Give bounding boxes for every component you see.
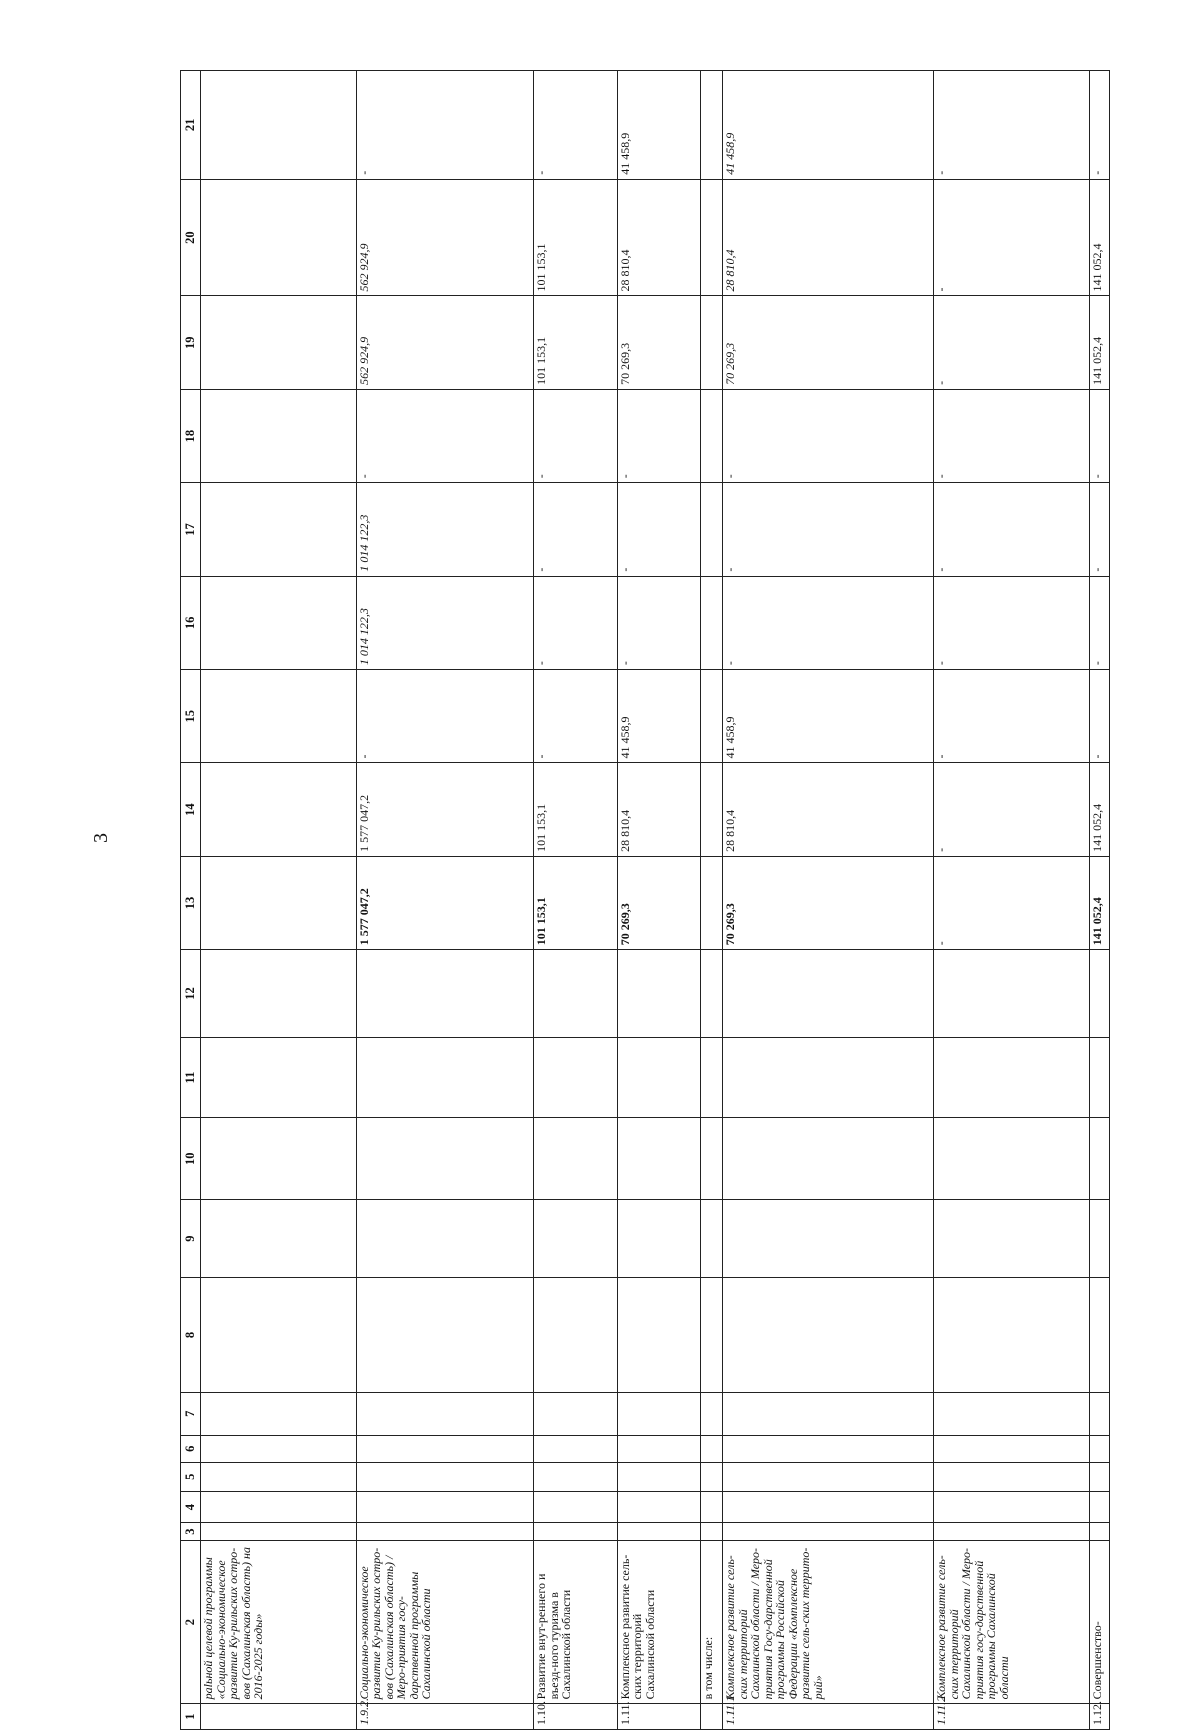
- value-cell-col-19: 70 269,3: [723, 296, 934, 389]
- value-cell-col-21: -: [1089, 71, 1109, 180]
- table-row: [534, 71, 617, 1730]
- column-number-cell: 4: [181, 1491, 201, 1523]
- column-number-cell: 5: [181, 1462, 201, 1491]
- table-row: [934, 71, 1090, 1730]
- value-cell-col-20: [201, 179, 357, 296]
- empty-cell: [201, 1118, 357, 1200]
- value-cell-col-18: [701, 389, 723, 482]
- empty-cell: [934, 1462, 1090, 1491]
- empty-cell: [617, 950, 700, 1038]
- empty-cell: [1089, 1278, 1109, 1392]
- empty-cell: [201, 1278, 357, 1392]
- value-cell-col-17: -: [617, 483, 700, 576]
- empty-cell: [201, 1392, 357, 1435]
- column-number-cell: 21: [181, 71, 201, 180]
- empty-cell: [934, 1523, 1090, 1541]
- empty-cell: [723, 1278, 934, 1392]
- column-number-cell: 3: [181, 1523, 201, 1541]
- value-cell-col-13: 141 052,4: [1089, 856, 1109, 949]
- empty-cell: [701, 1037, 723, 1118]
- empty-cell: [934, 1118, 1090, 1200]
- empty-cell: [356, 1523, 534, 1541]
- empty-cell: [617, 1118, 700, 1200]
- empty-cell: [201, 1491, 357, 1523]
- value-cell-col-17: -: [723, 483, 934, 576]
- empty-cell: [934, 1200, 1090, 1278]
- value-cell-col-15: -: [534, 670, 617, 763]
- empty-cell: [1089, 1392, 1109, 1435]
- column-number-cell: 11: [181, 1037, 201, 1118]
- empty-cell: [201, 1462, 357, 1491]
- column-number-cell: 10: [181, 1118, 201, 1200]
- empty-cell: [534, 1278, 617, 1392]
- value-cell-col-18: -: [1089, 389, 1109, 482]
- value-cell-col-19: [701, 296, 723, 389]
- empty-cell: [934, 1392, 1090, 1435]
- row-code-cell: 1.12.: [1089, 1704, 1109, 1730]
- empty-cell: [356, 1392, 534, 1435]
- table-row: [723, 71, 934, 1730]
- empty-cell: [723, 1435, 934, 1462]
- empty-cell: [356, 950, 534, 1038]
- column-number-cell: 17: [181, 483, 201, 576]
- column-number-cell: 9: [181, 1200, 201, 1278]
- row-code-cell: 1.11.1: [723, 1704, 934, 1730]
- empty-cell: [701, 1435, 723, 1462]
- empty-cell: [934, 950, 1090, 1038]
- empty-cell: [1089, 1118, 1109, 1200]
- value-cell-col-20: 562 924,9: [356, 179, 534, 296]
- table-row: [1089, 71, 1109, 1730]
- column-number-cell: 18: [181, 389, 201, 482]
- value-cell-col-18: -: [934, 389, 1090, 482]
- value-cell-col-21: 41 458,9: [617, 71, 700, 180]
- value-cell-col-15: 41 458,9: [723, 670, 934, 763]
- empty-cell: [934, 1037, 1090, 1118]
- empty-cell: [356, 1118, 534, 1200]
- empty-cell: [701, 1278, 723, 1392]
- empty-cell: [1089, 1200, 1109, 1278]
- empty-cell: [356, 1278, 534, 1392]
- empty-cell: [701, 1462, 723, 1491]
- empty-cell: [617, 1037, 700, 1118]
- row-code-cell: 1.11.2: [934, 1704, 1090, 1730]
- value-cell-col-19: -: [934, 296, 1090, 389]
- value-cell-col-16: [701, 576, 723, 669]
- empty-cell: [201, 950, 357, 1038]
- value-cell-col-17: [701, 483, 723, 576]
- row-name-cell: рalьной целевой программы «Социально-экономическое развитие Ку-рильских остро-вов (Сахалинская область) на 2016-2025 годы»: [201, 1540, 357, 1703]
- value-cell-col-16: -: [534, 576, 617, 669]
- value-cell-col-13: 1 577 047,2: [356, 856, 534, 949]
- empty-cell: [617, 1523, 700, 1541]
- row-name-cell: Комплексное развитие сель-ских территорий Сахалинской области / Меро-приятия Госу-дарственной программы Российской Федерации «Комплексное развитие сель-ских террито-рий»: [723, 1540, 934, 1703]
- value-cell-col-19: 141 052,4: [1089, 296, 1109, 389]
- column-number-cell: 6: [181, 1435, 201, 1462]
- value-cell-col-16: -: [617, 576, 700, 669]
- table-row: [356, 71, 534, 1730]
- value-cell-col-21: [201, 71, 357, 180]
- empty-cell: [1089, 1462, 1109, 1491]
- column-number-cell: 19: [181, 296, 201, 389]
- empty-cell: [723, 1037, 934, 1118]
- empty-cell: [201, 1037, 357, 1118]
- row-name-cell: Комплексное развитие сель-ских территорий Сахалинской области: [617, 1540, 700, 1703]
- empty-cell: [534, 1037, 617, 1118]
- column-number-cell: 13: [181, 856, 201, 949]
- empty-cell: [723, 1462, 934, 1491]
- empty-cell: [934, 1435, 1090, 1462]
- empty-cell: [356, 1462, 534, 1491]
- value-cell-col-18: -: [723, 389, 934, 482]
- empty-cell: [356, 1491, 534, 1523]
- value-cell-col-18: -: [617, 389, 700, 482]
- empty-cell: [723, 950, 934, 1038]
- empty-cell: [534, 1435, 617, 1462]
- value-cell-col-14: 101 153,1: [534, 763, 617, 856]
- row-name-cell: Совершенство-: [1089, 1540, 1109, 1703]
- value-cell-col-19: 70 269,3: [617, 296, 700, 389]
- empty-cell: [617, 1200, 700, 1278]
- value-cell-col-20: 28 810,4: [723, 179, 934, 296]
- value-cell-col-19: [201, 296, 357, 389]
- value-cell-col-15: -: [1089, 670, 1109, 763]
- empty-cell: [617, 1491, 700, 1523]
- row-code-cell: 1.11.: [617, 1704, 700, 1730]
- value-cell-col-16: 1 014 122,3: [356, 576, 534, 669]
- value-cell-col-20: 141 052,4: [1089, 179, 1109, 296]
- financing-table-sheet: [180, 70, 1110, 1730]
- empty-cell: [356, 1435, 534, 1462]
- column-number-cell: 1: [181, 1704, 201, 1730]
- value-cell-col-13: 70 269,3: [617, 856, 700, 949]
- value-cell-col-15: [201, 670, 357, 763]
- column-number-cell: 20: [181, 179, 201, 296]
- empty-cell: [723, 1392, 934, 1435]
- empty-cell: [934, 1491, 1090, 1523]
- value-cell-col-15: 41 458,9: [617, 670, 700, 763]
- row-code-cell: [201, 1704, 357, 1730]
- value-cell-col-13: [201, 856, 357, 949]
- value-cell-col-19: 562 924,9: [356, 296, 534, 389]
- empty-cell: [534, 1462, 617, 1491]
- empty-cell: [1089, 1435, 1109, 1462]
- value-cell-col-18: -: [534, 389, 617, 482]
- empty-cell: [701, 950, 723, 1038]
- column-number-cell: 14: [181, 763, 201, 856]
- value-cell-col-17: -: [934, 483, 1090, 576]
- empty-cell: [701, 1523, 723, 1541]
- value-cell-col-18: -: [356, 389, 534, 482]
- value-cell-col-15: -: [934, 670, 1090, 763]
- empty-cell: [701, 1118, 723, 1200]
- empty-cell: [617, 1462, 700, 1491]
- value-cell-col-20: 28 810,4: [617, 179, 700, 296]
- value-cell-col-20: 101 153,1: [534, 179, 617, 296]
- value-cell-col-15: [701, 670, 723, 763]
- empty-cell: [534, 1200, 617, 1278]
- empty-cell: [723, 1118, 934, 1200]
- column-number-cell: 15: [181, 670, 201, 763]
- empty-cell: [701, 1491, 723, 1523]
- empty-cell: [1089, 1491, 1109, 1523]
- value-cell-col-20: -: [934, 179, 1090, 296]
- empty-cell: [534, 950, 617, 1038]
- value-cell-col-16: -: [723, 576, 934, 669]
- value-cell-col-14: 28 810,4: [617, 763, 700, 856]
- value-cell-col-13: 70 269,3: [723, 856, 934, 949]
- value-cell-col-18: [201, 389, 357, 482]
- value-cell-col-13: [701, 856, 723, 949]
- value-cell-col-16: -: [1089, 576, 1109, 669]
- value-cell-col-13: 101 153,1: [534, 856, 617, 949]
- column-number-cell: 2: [181, 1540, 201, 1703]
- empty-cell: [356, 1200, 534, 1278]
- value-cell-col-14: 28 810,4: [723, 763, 934, 856]
- value-cell-col-16: -: [934, 576, 1090, 669]
- empty-cell: [617, 1278, 700, 1392]
- row-code-cell: 1.9.2.: [356, 1704, 534, 1730]
- value-cell-col-17: [201, 483, 357, 576]
- value-cell-col-21: -: [356, 71, 534, 180]
- empty-cell: [723, 1491, 934, 1523]
- empty-cell: [201, 1200, 357, 1278]
- empty-cell: [934, 1278, 1090, 1392]
- empty-cell: [723, 1200, 934, 1278]
- value-cell-col-19: 101 153,1: [534, 296, 617, 389]
- table-row: [617, 71, 700, 1730]
- row-name-cell: в том числе:: [701, 1540, 723, 1703]
- empty-cell: [534, 1491, 617, 1523]
- financing-table: [180, 70, 1110, 1730]
- empty-cell: [1089, 1037, 1109, 1118]
- column-number-row: [181, 71, 201, 1730]
- empty-cell: [701, 1392, 723, 1435]
- empty-cell: [534, 1523, 617, 1541]
- empty-cell: [201, 1435, 357, 1462]
- column-number-cell: 8: [181, 1278, 201, 1392]
- empty-cell: [1089, 950, 1109, 1038]
- empty-cell: [723, 1523, 934, 1541]
- value-cell-col-21: -: [934, 71, 1090, 180]
- value-cell-col-14: [201, 763, 357, 856]
- row-code-cell: 1.10.: [534, 1704, 617, 1730]
- value-cell-col-21: [701, 71, 723, 180]
- row-name-cell: Развитие внут-реннего и въезд-ного туризма в Сахалинской области: [534, 1540, 617, 1703]
- empty-cell: [534, 1392, 617, 1435]
- value-cell-col-17: 1 014 122,3: [356, 483, 534, 576]
- value-cell-col-20: [701, 179, 723, 296]
- column-number-cell: 12: [181, 950, 201, 1038]
- empty-cell: [701, 1200, 723, 1278]
- value-cell-col-21: 41 458,9: [723, 71, 934, 180]
- value-cell-col-21: -: [534, 71, 617, 180]
- value-cell-col-16: [201, 576, 357, 669]
- empty-cell: [617, 1392, 700, 1435]
- value-cell-col-15: -: [356, 670, 534, 763]
- empty-cell: [201, 1523, 357, 1541]
- page-number: 3: [90, 833, 112, 843]
- row-code-cell: [701, 1704, 723, 1730]
- value-cell-col-14: [701, 763, 723, 856]
- value-cell-col-14: 1 577 047,2: [356, 763, 534, 856]
- table-row: [201, 71, 357, 1730]
- column-number-cell: 7: [181, 1392, 201, 1435]
- empty-cell: [1089, 1523, 1109, 1541]
- value-cell-col-17: -: [534, 483, 617, 576]
- value-cell-col-13: -: [934, 856, 1090, 949]
- row-name-cell: Комплексное развитие сель-ских территорий Сахалинской области / Меро-приятия госу-дарственной программы Сахалинской области: [934, 1540, 1090, 1703]
- value-cell-col-17: -: [1089, 483, 1109, 576]
- value-cell-col-14: -: [934, 763, 1090, 856]
- empty-cell: [356, 1037, 534, 1118]
- value-cell-col-14: 141 052,4: [1089, 763, 1109, 856]
- column-number-cell: 16: [181, 576, 201, 669]
- empty-cell: [534, 1118, 617, 1200]
- empty-cell: [617, 1435, 700, 1462]
- row-name-cell: Социально-экономическое развитие Ку-рильских остро-вов (Сахалинская область) / Меро-приятия госу-дарственной программы Сахалинской области: [356, 1540, 534, 1703]
- table-row: [701, 71, 723, 1730]
